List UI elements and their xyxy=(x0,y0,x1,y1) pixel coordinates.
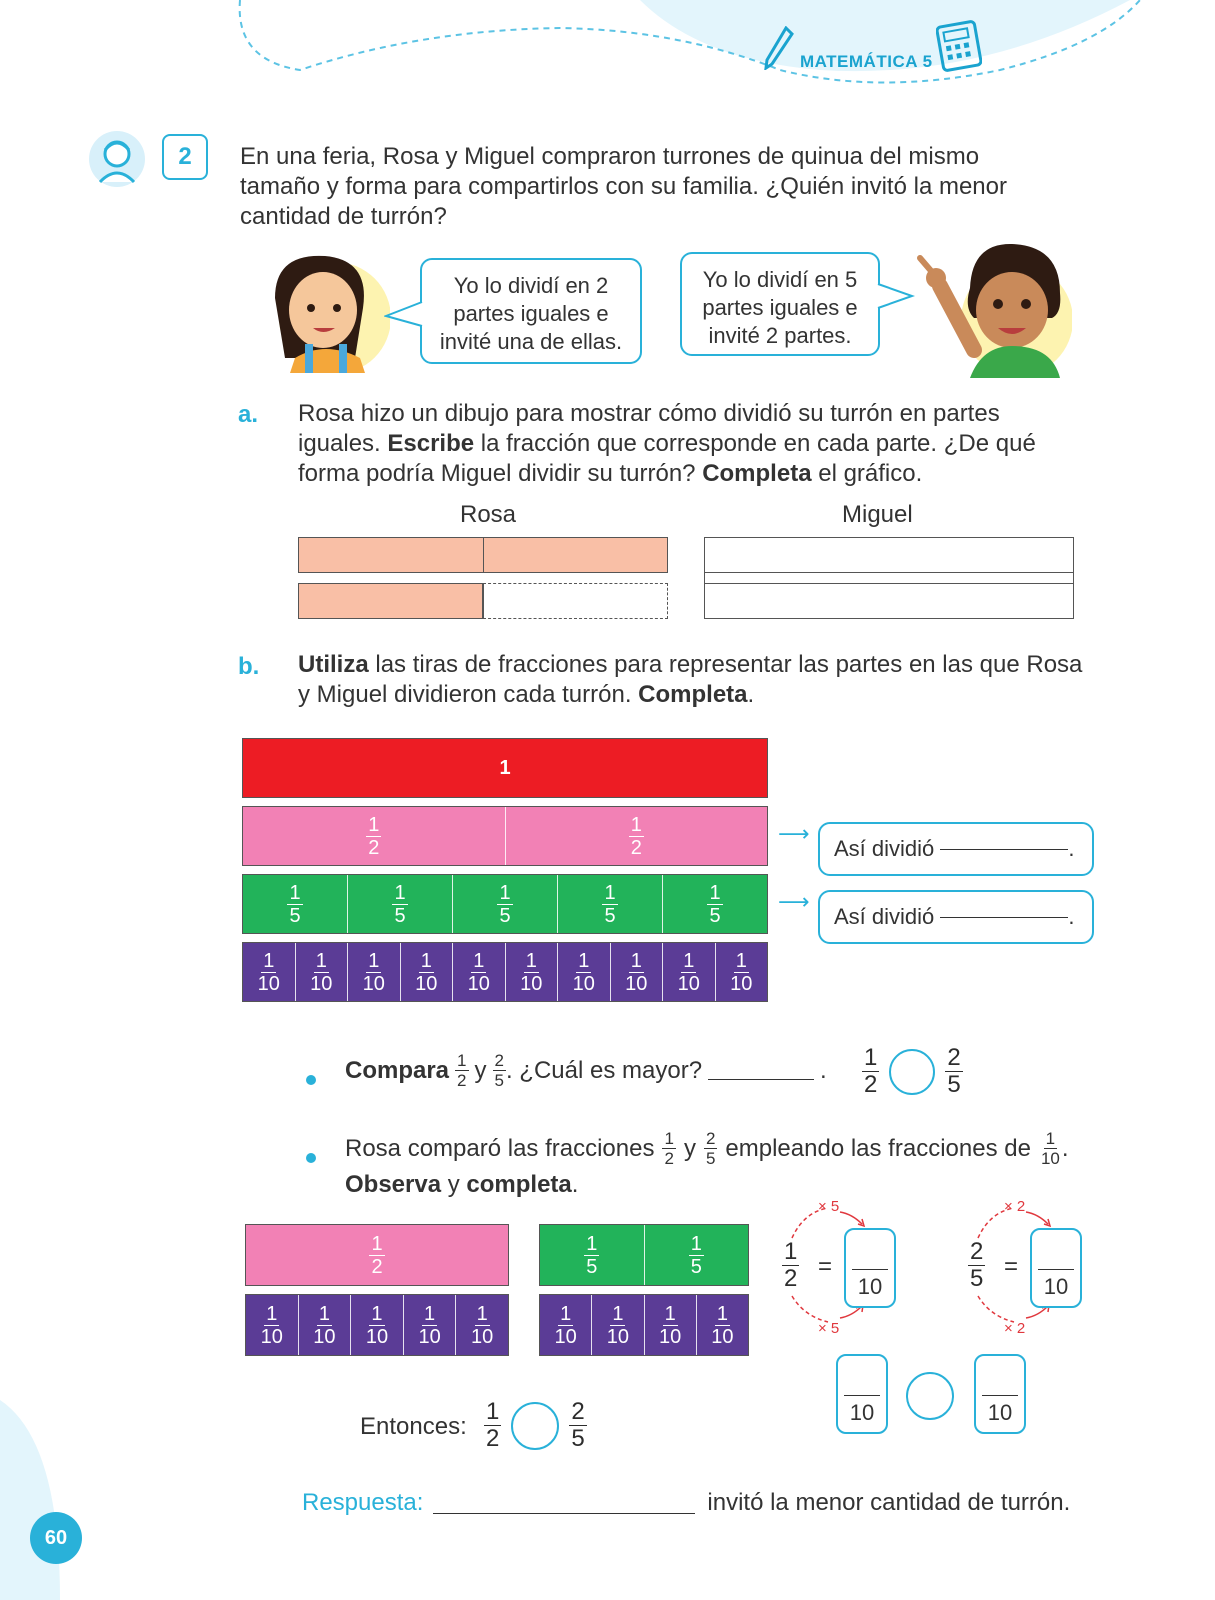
tenth-cell: $\frac{1}{10}$ xyxy=(505,943,558,1001)
tenth-cell: $\frac{1}{10}$ xyxy=(295,943,348,1001)
small-half-strip xyxy=(245,1224,509,1286)
tenth-cell: $\frac{1}{10}$ xyxy=(347,943,400,1001)
entonces-label: Entonces: xyxy=(360,1413,467,1440)
equals-sign: = xyxy=(1004,1253,1019,1280)
compare-line: Compara $\frac{1}{2}$ y $\frac{2}{5}$ . ¿Cuál es mayor? . xyxy=(345,1051,827,1090)
rosa-illustration xyxy=(255,248,390,373)
miguel-drawing-divider xyxy=(704,573,1074,583)
fifth-cell: $\frac{1}{5}$ xyxy=(662,875,767,933)
half-fraction: $\frac{1}{2}$ xyxy=(784,1238,798,1292)
fifths-equivalent-box[interactable]: 10 xyxy=(1030,1228,1082,1308)
times-two-bottom: × 2 xyxy=(1004,1320,1026,1337)
miguel-whole-strip[interactable] xyxy=(704,537,1074,573)
bullet-dot xyxy=(306,1153,316,1163)
rosa-label: Rosa xyxy=(460,501,517,528)
tenth-cell: $\frac{1}{10}$ xyxy=(400,943,453,1001)
rosa-speech-bubble: Yo lo dividí en 2 partes iguales e invité una de ellas. xyxy=(420,258,642,364)
small-tenths-strip-b xyxy=(539,1294,749,1356)
half-equivalent-box[interactable]: 10 xyxy=(844,1228,896,1308)
fifth-cell: $\frac{1}{5}$ xyxy=(586,1232,598,1278)
fifth-cell: $\frac{1}{5}$ xyxy=(347,875,452,933)
numerator-blank[interactable] xyxy=(1038,1269,1074,1270)
arrow-right-icon: ⟶ xyxy=(778,821,810,846)
problem-text: En una feria, Rosa y Miguel compraron turrones de quinua del mismo tamaño y forma para compartirlos con su familia. ¿Quién invitó la menor cantidad de turrón? xyxy=(240,143,1007,230)
half-cell: $\frac{1}{2}$ xyxy=(505,807,768,865)
page-corner-decoration xyxy=(0,1400,80,1600)
rosa-bubble-tail xyxy=(384,300,424,330)
entonces-compare-circle[interactable] xyxy=(511,1402,559,1450)
tenth-cell: $\frac{1}{10}$ xyxy=(610,943,663,1001)
rosa-invited-part[interactable] xyxy=(298,583,483,619)
rosa-part-1[interactable] xyxy=(299,538,484,572)
halves-answer-box[interactable]: Así dividió . xyxy=(818,822,1094,876)
tenth-cell: $\frac{1}{10}$ xyxy=(554,1302,577,1348)
tenth-cell: $\frac{1}{10}$ xyxy=(696,1295,748,1355)
part-b-letter: b. xyxy=(238,653,260,680)
fifths-strip xyxy=(242,874,768,934)
tenth-cell: $\frac{1}{10}$ xyxy=(557,943,610,1001)
rosa-part-2[interactable] xyxy=(484,538,668,572)
respuesta-blank[interactable] xyxy=(433,1513,695,1514)
tenth-cell: $\frac{1}{10}$ xyxy=(350,1295,403,1355)
header-title: MATEMÁTICA 5 xyxy=(800,52,933,71)
tenth-cell: $\frac{1}{10}$ xyxy=(260,1302,283,1348)
part-b-text: Utiliza las tiras de fracciones para representar las partes en las que Rosa y Miguel dividieron cada turrón. Completa. xyxy=(298,651,1083,708)
numerator-blank[interactable] xyxy=(982,1395,1018,1396)
arrow-right-icon: ⟶ xyxy=(778,889,810,914)
numerator-blank[interactable] xyxy=(852,1269,888,1270)
half-cell: $\frac{1}{2}$ xyxy=(371,1232,383,1278)
two-fifths-fraction: $\frac{2}{5}$ xyxy=(970,1238,984,1292)
page-number-badge: 60 xyxy=(30,1512,82,1564)
observe-line: Observa y completa. xyxy=(345,1171,579,1198)
calculator-icon xyxy=(936,20,982,72)
fifth-cell: $\frac{1}{5}$ xyxy=(557,875,662,933)
fifth-cell: $\frac{1}{5}$ xyxy=(452,875,557,933)
halves-answer-blank[interactable] xyxy=(940,849,1068,850)
halves-strip xyxy=(242,806,768,866)
times-five-bottom: × 5 xyxy=(818,1320,840,1337)
student-icon xyxy=(88,130,146,188)
equals-sign: = xyxy=(818,1253,833,1280)
tenths-strip xyxy=(242,942,768,1002)
compare-answer-blank[interactable] xyxy=(708,1079,814,1080)
small-fifths-strip xyxy=(539,1224,749,1286)
tenth-cell: $\frac{1}{10}$ xyxy=(257,949,280,995)
tenth-cell: $\frac{1}{10}$ xyxy=(455,1295,508,1355)
problem-number: 2 xyxy=(162,134,208,180)
fifth-cell: $\frac{1}{5}$ xyxy=(289,881,301,927)
half-cell: $\frac{1}{2}$ xyxy=(368,813,380,859)
bullet-dot xyxy=(306,1075,316,1085)
tenth-cell: $\frac{1}{10}$ xyxy=(298,1295,351,1355)
tenth-cell: $\frac{1}{10}$ xyxy=(591,1295,643,1355)
rosa-whole-strip xyxy=(298,537,668,573)
rosa-missing-part[interactable] xyxy=(483,583,668,619)
times-five-top: × 5 xyxy=(818,1198,840,1215)
part-a-text: Rosa hizo un dibujo para mostrar cómo dividió su turrón en partes iguales. Escribe la fracción que corresponde en cada parte. ¿De qué forma podría Miguel dividir su turrón? Completa el gráfico. xyxy=(298,400,1036,487)
miguel-speech-bubble: Yo lo dividí en 5 partes iguales e invité 2 partes. xyxy=(680,252,880,356)
tenths-compare-box-b[interactable]: 10 xyxy=(974,1354,1026,1434)
fifth-cell: $\frac{1}{5}$ xyxy=(644,1225,749,1285)
miguel-bubble-tail xyxy=(876,282,916,312)
respuesta-line: Respuesta: invitó la menor cantidad de turrón. xyxy=(302,1489,1071,1516)
times-two-top: × 2 xyxy=(1004,1198,1026,1215)
part-a-letter: a. xyxy=(238,401,259,428)
tenth-cell: $\frac{1}{10}$ xyxy=(662,943,715,1001)
tenth-cell: $\frac{1}{10}$ xyxy=(715,943,768,1001)
entonces-group: $\frac{1}{2}$ $\frac{2}{5}$ xyxy=(486,1398,585,1452)
numerator-blank[interactable] xyxy=(844,1395,880,1396)
tenth-cell: $\frac{1}{10}$ xyxy=(644,1295,696,1355)
miguel-label: Miguel xyxy=(842,501,913,528)
miguel-illustration xyxy=(912,238,1072,378)
tenths-compare-circle[interactable] xyxy=(906,1372,954,1420)
miguel-invited-strip[interactable] xyxy=(704,583,1074,619)
fifths-answer-blank[interactable] xyxy=(940,917,1068,918)
whole-cell: 1 xyxy=(499,756,511,779)
header-decoration xyxy=(0,0,1215,120)
small-tenths-strip-a xyxy=(245,1294,509,1356)
compare-symbol-circle[interactable] xyxy=(889,1049,935,1095)
rosa-compare-line: Rosa comparó las fracciones $\frac{1}{2}$ y $\frac{2}{5}$ empleando las fracciones de $\frac{1}{10}$ . xyxy=(345,1129,1069,1168)
tenth-cell: $\frac{1}{10}$ xyxy=(403,1295,456,1355)
tenths-compare-box-a[interactable]: 10 xyxy=(836,1354,888,1434)
pencil-icon xyxy=(764,26,794,70)
tenth-cell: $\frac{1}{10}$ xyxy=(452,943,505,1001)
compare-fraction-group: $\frac{1}{2}$ $\frac{2}{5}$ xyxy=(864,1044,961,1098)
whole-strip xyxy=(242,738,768,798)
fifths-answer-box[interactable]: Así dividió . xyxy=(818,890,1094,944)
